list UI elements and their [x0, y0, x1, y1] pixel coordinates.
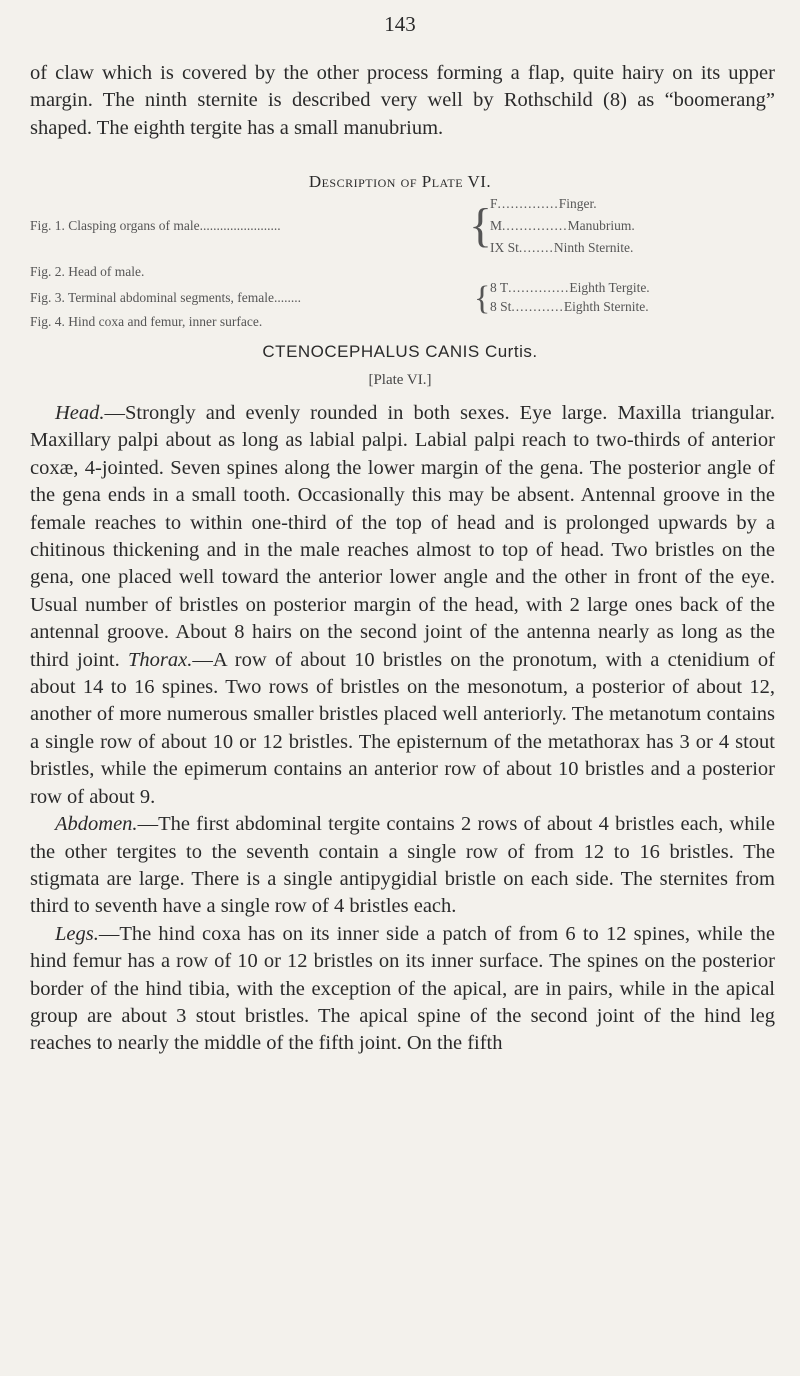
section-abdomen-text: —The first abdominal tergite contains 2 rows of about 4 bristles each, while the other tergites to the seventh contain a single row of from 12 to 16 bristles. The stigmata are large. There is a single antipygidial bristle on each side. The sternites from third to seventh have a single row of 4 bristles each.	[30, 813, 775, 918]
species-heading: CTENOCEPHALUS CANIS Curtis.	[262, 342, 538, 361]
page-number: 143	[384, 12, 416, 36]
section-legs	[30, 921, 775, 1058]
section-thorax-text: —A row of about 10 bristles on the pronotum, with a ctenidium of about 14 to 16 spines. Two rows of bristles on the mesonotum, a posterior of about 12, another of more numerous smaller bristles placed well anteriorly. The metanotum contains a single row of about 10 or 12 bristles. The episternum of the metathorax has 3 or 4 stout bristles, while the epimerum contains an anterior row of about 10 bristles and a posterior row of about 9.	[30, 648, 775, 808]
fig-3-caption	[30, 290, 301, 306]
fig-1-caption	[30, 218, 281, 234]
fig-1-leader: ........................	[199, 218, 281, 233]
fig-2-caption: Fig. 2. Head of male.	[30, 264, 145, 279]
fig-3-label: Fig. 3. Terminal abdominal segments, female	[30, 290, 275, 305]
section-legs-text: —The hind coxa has on its inner side a patch of from 6 to 12 spines, while the hind femur has a row of 10 or 12 bristles on its inner surface. The spines on the posterior border of the hind tibia, with the exception of the apical, are in pairs, while in the apical group are about 3 stout bristles. The apical spine of the second joint of the hind leg reaches to nearly the middle of the fifth joint. On the fifth	[30, 922, 775, 1055]
intro-paragraph: of claw which is covered by the other process forming a flap, quite hairy on its upper margin. The ninth sternite is described very well by Rothschild (8) as “boomerang” shaped. The eighth tergite has a small manubrium.	[30, 62, 775, 139]
section-abdomen	[30, 811, 775, 921]
fig-1-legend-ix-st: IX St........Ninth Sternite.	[490, 240, 634, 255]
main-body	[30, 400, 775, 1058]
fig-1-legend-m: M...............Manubrium.	[490, 218, 635, 233]
section-abdomen-heading: Abdomen.	[55, 813, 138, 836]
section-head-heading: Head.	[55, 402, 105, 424]
fig-3-brace: {	[474, 280, 491, 317]
fig-3-legend-8t: 8 T..............Eighth Tergite.	[490, 280, 650, 295]
fig-1-brace: {	[469, 199, 493, 252]
fig-3-leader: ........	[274, 290, 302, 305]
fig-1-legend-f: F..............Finger.	[490, 196, 597, 211]
plate-reference: [Plate VI.]	[368, 372, 432, 388]
fig-1-label: Fig. 1. Clasping organs of male	[30, 218, 200, 233]
plate-description-title: Description of Plate VI.	[308, 172, 492, 191]
section-thorax-heading: Thorax.	[127, 648, 193, 671]
fig-3-legend-8st: 8 St............Eighth Sternite.	[490, 299, 649, 314]
section-head-text: —Strongly and evenly rounded in both sexes. Eye large. Maxilla triangular. Maxillary palpi about as long as labial palpi. Labial palpi reach to two-thirds of anterior coxæ, 4-jointed. Seven spines along the lower margin of the gena. The posterior angle of the gena ends in a small tooth. Occasionally this may be absent. Antennal groove in the female reaches to within one-third of the top of head and is prolonged upwards by a chitinous thickening and in the male reaches almost to top of head. Two bristles on the gena, one placed well toward the anterior lower angle and the other in front of the eye. Usual number of bristles on posterior margin of the head, with 2 large ones back of the antennal groove. About 8 hairs on the second joint of the antenna nearly as long as the third joint.	[30, 402, 775, 671]
section-legs-heading: Legs.	[55, 922, 99, 945]
section-head	[30, 400, 775, 811]
fig-4-caption: Fig. 4. Hind coxa and femur, inner surface.	[30, 314, 263, 329]
